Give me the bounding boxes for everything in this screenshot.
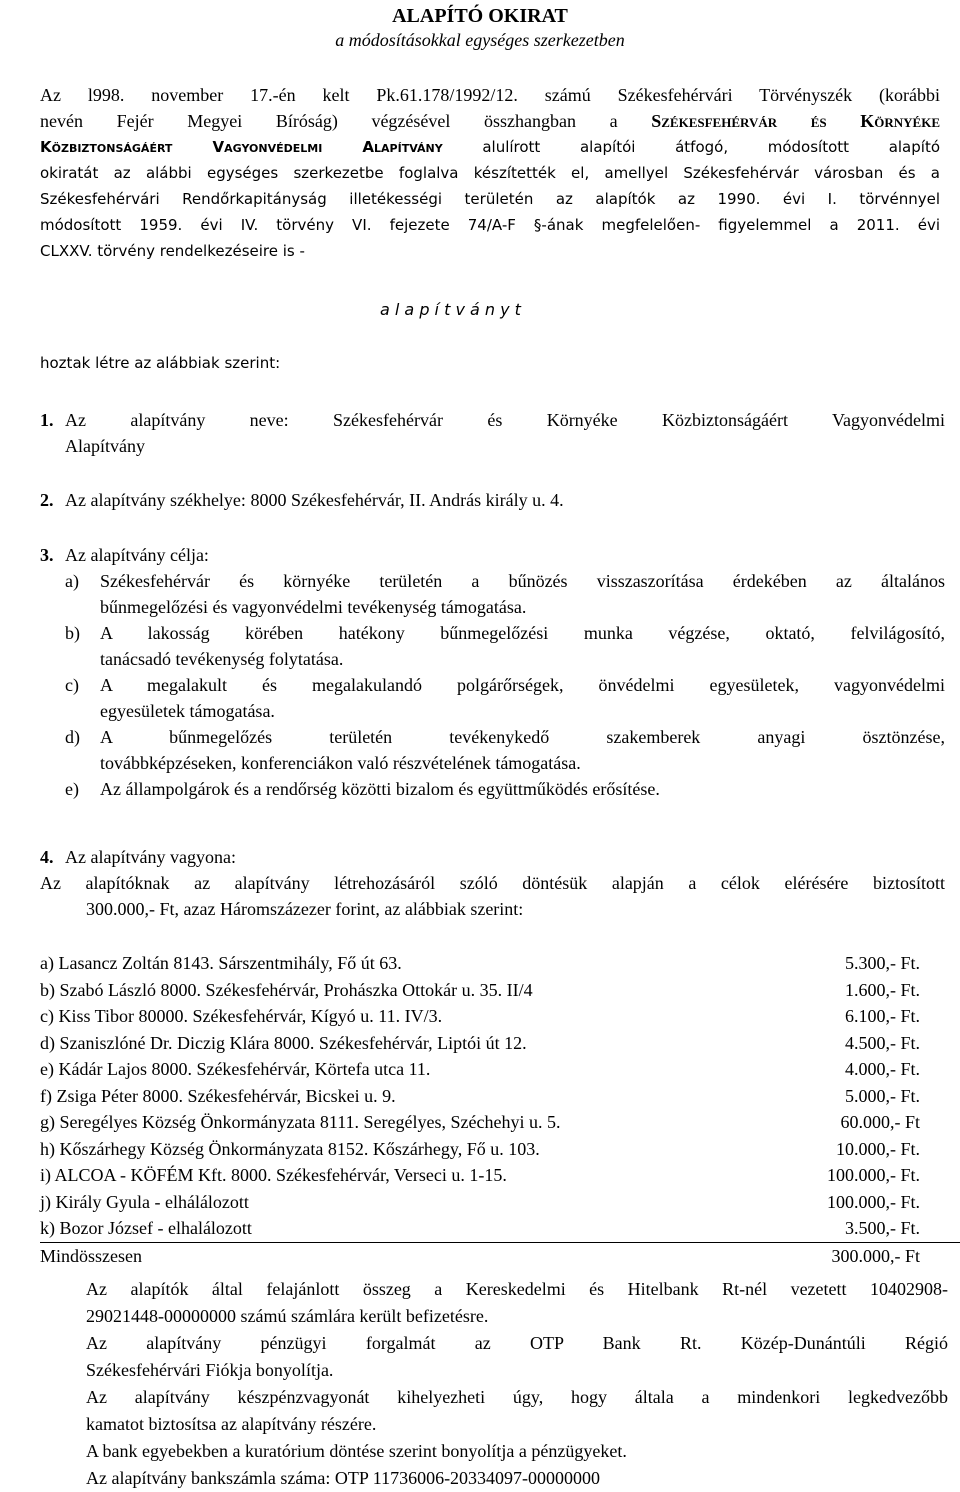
section-label: Az alapítvány neve: (65, 410, 289, 430)
purpose-item (40, 776, 945, 802)
donor-name: f) Zsiga Péter 8000. Székesfehérvár, Bicskei u. 9. (40, 1085, 396, 1106)
purpose-line: bűnmegelőzési és vagyonvédelmi tevékenység támogatása. (100, 597, 527, 617)
section-name (40, 407, 945, 459)
purpose-letter: d) (65, 727, 80, 747)
section-number: 1. (40, 410, 54, 430)
purpose-letter: a) (65, 571, 79, 591)
para-line: 29021448-00000000 számú számlára került befizetésre. (86, 1306, 489, 1326)
intro-line: Az l998. november 17.-én kelt Pk.61.178/1992/12. számú Székesfehérvári Törvényszék (korábbi (40, 85, 940, 105)
donor-table (40, 950, 960, 1269)
para-line: kamatot biztosítsa az alapítvány részére. (86, 1414, 377, 1434)
section-purpose (40, 542, 945, 802)
purpose-item (40, 620, 945, 672)
donor-row (40, 1189, 960, 1216)
donor-row (40, 977, 960, 1004)
purpose-line: A megalakult és megalakulandó polgárőrségek, önvédelmi egyesületek, vagyonvédelmi (100, 675, 945, 695)
total-amount: 300.000,- Ft (831, 1245, 920, 1266)
donor-amount: 60.000,- Ft (840, 1112, 920, 1132)
purpose-item (40, 672, 945, 724)
total-row (40, 1242, 960, 1270)
donor-amount: 4.500,- Ft. (844, 1032, 920, 1053)
donor-name: j) Király Gyula - elhálálozott (40, 1191, 249, 1212)
total-label: Mindösszesen (40, 1245, 142, 1266)
donor-row (40, 1003, 960, 1030)
para-line: Székesfehérvári Fiókja bonyolítja. (86, 1360, 334, 1380)
intro-line: módosított 1959. évi IV. törvény VI. fejezete 74/A-F §-ának megfelelően- figyelemmel a 2011. évi (40, 216, 940, 234)
section-line: Alapítvány (65, 436, 145, 456)
section-label: Az alapítvány célja: (65, 545, 209, 565)
intro-line: Székesfehérvári Rendőrkapitányság illetékességi területén az alapítók az 1990. évi I. törvénnyel (40, 190, 940, 208)
intro-line: CLXXV. törvény rendelkezéseire is - (40, 242, 305, 260)
section-number: 2. (40, 490, 54, 510)
donor-name: i) ALCOA - KÖFÉM Kft. 8000. Székesfehérvár, Verseci u. 1-15. (40, 1165, 507, 1185)
section-line: Az alapítvány neve: Székesfehérvár és Környéke Közbiztonságáért Vagyonvédelmi (65, 410, 945, 430)
donor-row (40, 1162, 960, 1189)
donor-amount: 100.000,- Ft. (826, 1165, 920, 1185)
section-seat (40, 487, 945, 513)
purpose-line: Az állampolgárok és a rendőrség közötti bizalom és együttműködés erősítése. (100, 779, 660, 799)
donor-amount: 100.000,- Ft. (826, 1191, 920, 1212)
spaced-heading: a l a p í t v á n y t (380, 300, 521, 319)
foundation-name-part: Közbiztonságáért Vagyonvédelmi Alapítvány (40, 138, 443, 156)
intro-paragraph (40, 82, 940, 264)
para-line: Az alapítvány pénzügyi forgalmát az OTP Bank Rt. Közép-Dunántúli Régió (86, 1333, 948, 1353)
purpose-letter: b) (65, 623, 80, 643)
purpose-item (40, 568, 945, 620)
purpose-line: A lakosság körében hatékony bűnmegelőzési munka végzése, oktató, felvilágosító, (100, 623, 945, 643)
donor-amount: 6.100,- Ft. (844, 1006, 920, 1026)
created-as-follows: hoztak létre az alábbiak szerint: (40, 354, 281, 372)
section-number: 3. (40, 545, 54, 565)
donor-name: b) Szabó László 8000. Székesfehérvár, Prohászka Ottokár u. 35. II/4 (40, 979, 533, 1000)
purpose-line: továbbképzéseken, konferenciákon való részvételének támogatása. (100, 753, 581, 773)
intro-line: Közbiztonságáért Vagyonvédelmi Alapítvány alulírott alapítói átfogó, módosított alapító (40, 138, 940, 156)
foundation-name-part: Székesfehérvár és Környéke (651, 111, 940, 131)
section-label: Az alapítvány vagyona: (65, 847, 236, 867)
para-line: Az alapítvány készpénzvagyonát kihelyezheti úgy, hogy általa a mindenkori legkedvezőbb (86, 1387, 948, 1407)
purpose-item (40, 724, 945, 776)
donor-name: d) Szaniszlóné Dr. Diczig Klára 8000. Székesfehérvár, Liptói út 12. (40, 1032, 527, 1053)
purpose-line: egyesületek támogatása. (100, 701, 275, 721)
purpose-line: A bűnmegelőzés területén tevékenykedő szakemberek anyagi ösztönzése, (100, 727, 945, 747)
purpose-line: tanácsadó tevékenység folytatása. (100, 649, 344, 669)
donor-name: e) Kádár Lajos 8000. Székesfehérvár, Körtefa utca 11. (40, 1059, 431, 1079)
para-line: A bank egyebekben a kuratórium döntése szerint bonyolítja a pénzügyeket. (86, 1441, 627, 1461)
donor-name: h) Kőszárhegy Község Önkormányzata 8152. Kőszárhegy, Fő u. 103. (40, 1138, 540, 1159)
purpose-letter: c) (65, 675, 79, 695)
document-subtitle: a módosításokkal egységes szerkezetben (335, 30, 625, 50)
purpose-line: Székesfehérvár és környéke területén a bűnözés visszaszorítása érdekében az általános (100, 571, 945, 591)
section-assets (40, 844, 945, 922)
section-number: 4. (40, 847, 54, 867)
donor-row (40, 1056, 960, 1083)
purpose-letter: e) (65, 779, 79, 799)
donor-row (40, 1215, 960, 1242)
intro-line: okiratát az alábbi egységes szerkezetbe foglalva készítették el, amellyel Székesfehérvár városban és a (40, 164, 940, 182)
document-title: ALAPÍTÓ OKIRAT (392, 5, 568, 27)
donor-row (40, 1030, 960, 1057)
section-line: Az alapítóknak az alapítvány létrehozásáról szóló döntésük alapján a célok elérésére biztosított (40, 873, 945, 893)
closing-paragraphs (86, 1276, 948, 1492)
donor-amount: 1.600,- Ft. (844, 979, 920, 1000)
donor-amount: 3.500,- Ft. (844, 1218, 920, 1238)
para-line: Az alapítvány bankszámla száma: OTP 11736006-20334097-00000000 (86, 1468, 601, 1488)
section-label: Az alapítvány székhelye: (65, 490, 246, 510)
donor-amount: 4.000,- Ft. (844, 1059, 920, 1079)
donor-name: k) Bozor József - elhalálozott (40, 1218, 252, 1238)
donor-row (40, 1136, 960, 1163)
section-text: 8000 Székesfehérvár, II. András király u. 4. (245, 490, 564, 510)
intro-line: nevén Fejér Megyei Bíróság) végzésével összhangban a Székesfehérvár és Környéke (40, 111, 940, 131)
donor-amount: 5.300,- Ft. (844, 953, 920, 973)
donor-amount: 5.000,- Ft. (844, 1085, 920, 1106)
donor-row (40, 1083, 960, 1110)
donor-name: c) Kiss Tibor 80000. Székesfehérvár, Kígyó u. 11. IV/3. (40, 1006, 443, 1026)
section-line: 300.000,- Ft, azaz Háromszázezer forint, az alábbiak szerint: (86, 899, 524, 919)
donor-name: g) Seregélyes Község Önkormányzata 8111. Seregélyes, Széchehyi u. 5. (40, 1112, 561, 1132)
purpose-list (40, 568, 945, 802)
donor-amount: 10.000,- Ft. (835, 1138, 920, 1159)
para-line: Az alapítók által felajánlott összeg a Kereskedelmi és Hitelbank Rt-nél vezetett 10402908- (86, 1279, 948, 1299)
donor-row (40, 1109, 960, 1136)
donor-name: a) Lasancz Zoltán 8143. Sárszentmihály, Fő út 63. (40, 953, 402, 973)
donor-row (40, 950, 960, 977)
